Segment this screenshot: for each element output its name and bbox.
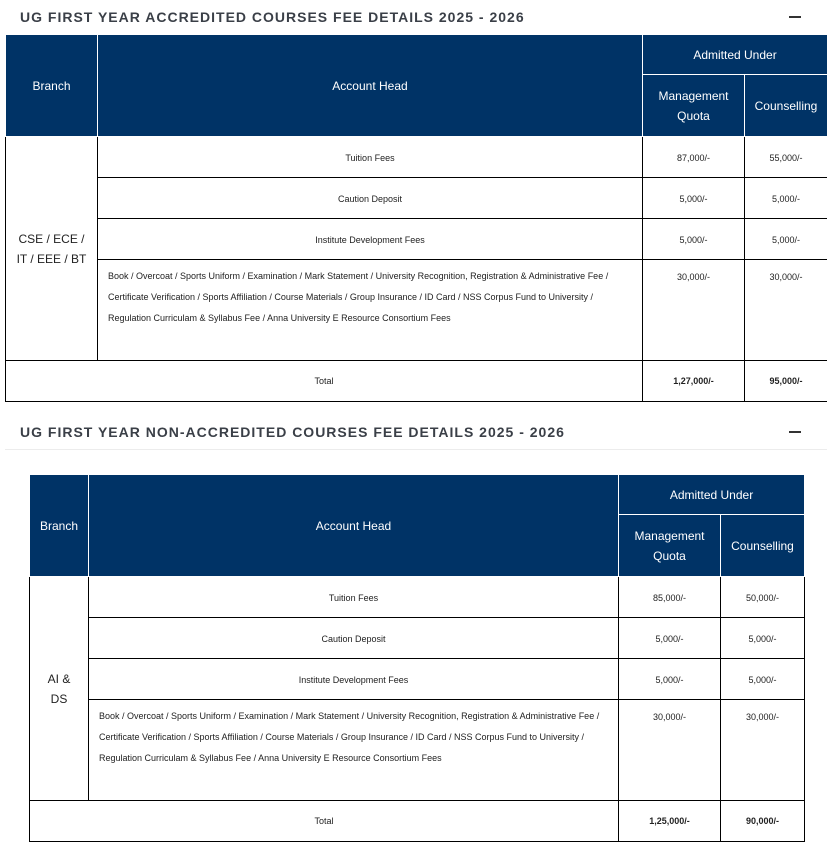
counselling-fee-cell: 5,000/-: [721, 659, 805, 700]
section-title: UG FIRST YEAR ACCREDITED COURSES FEE DETAILS 2025 - 2026: [20, 9, 525, 25]
account-head-cell: Caution Deposit: [98, 178, 643, 219]
account-head-cell: Caution Deposit: [89, 618, 619, 659]
accordion-header[interactable]: [5, 415, 827, 450]
account-head-header: Account Head: [89, 475, 619, 577]
total-label: Total: [6, 361, 643, 402]
counselling-fee-cell: 5,000/-: [745, 219, 827, 260]
collapse-icon[interactable]: [789, 10, 801, 24]
accredited-fee-section: [5, 0, 827, 404]
management-fee-cell: 87,000/-: [643, 137, 745, 178]
branch-cell: AI & DS: [30, 577, 89, 801]
counselling-header: Counselling: [721, 515, 805, 577]
counselling-header: Counselling: [745, 75, 827, 137]
management-quota-header: Management Quota: [619, 515, 721, 577]
fee-table: [5, 34, 827, 402]
admitted-under-header: Admitted Under: [643, 35, 827, 75]
fee-table: [29, 474, 805, 842]
total-counselling: 95,000/-: [745, 361, 827, 402]
non-accredited-fee-section: [5, 415, 827, 850]
total-label: Total: [30, 801, 619, 842]
section-title: UG FIRST YEAR NON-ACCREDITED COURSES FEE DETAILS 2025 - 2026: [20, 424, 565, 440]
branch-cell: CSE / ECE / IT / EEE / BT: [6, 137, 98, 361]
counselling-fee-cell: 5,000/-: [721, 618, 805, 659]
collapse-icon[interactable]: [789, 425, 801, 439]
account-head-cell: Book / Overcoat / Sports Uniform / Examination / Mark Statement / University Recognition, Registration & Administrative Fee / Certificate Verification / Sports Affiliation / Course Materials / Group Insurance / ID Card / NSS Corpus Fund to University / Regulation Curriculam & Syllabus Fee / Anna University E Resource Consortium Fees: [89, 700, 619, 801]
management-quota-header: Management Quota: [643, 75, 745, 137]
account-head-cell: Tuition Fees: [89, 577, 619, 618]
management-fee-cell: 5,000/-: [643, 178, 745, 219]
management-fee-cell: 85,000/-: [619, 577, 721, 618]
account-head-cell: Institute Development Fees: [98, 219, 643, 260]
branch-header: Branch: [6, 35, 98, 137]
management-fee-cell: 5,000/-: [643, 219, 745, 260]
total-management: 1,25,000/-: [619, 801, 721, 842]
total-management: 1,27,000/-: [643, 361, 745, 402]
total-counselling: 90,000/-: [721, 801, 805, 842]
management-fee-cell: 5,000/-: [619, 618, 721, 659]
account-head-cell: Tuition Fees: [98, 137, 643, 178]
accordion-header[interactable]: [5, 0, 827, 35]
account-head-cell: Institute Development Fees: [89, 659, 619, 700]
branch-header: Branch: [30, 475, 89, 577]
admitted-under-header: Admitted Under: [619, 475, 805, 515]
counselling-fee-cell: 50,000/-: [721, 577, 805, 618]
counselling-fee-cell: 5,000/-: [745, 178, 827, 219]
account-head-cell: Book / Overcoat / Sports Uniform / Examination / Mark Statement / University Recognition, Registration & Administrative Fee / Certificate Verification / Sports Affiliation / Course Materials / Group Insurance / ID Card / NSS Corpus Fund to University / Regulation Curriculam & Syllabus Fee / Anna University E Resource Consortium Fees: [98, 260, 643, 361]
account-head-header: Account Head: [98, 35, 643, 137]
management-fee-cell: 30,000/-: [643, 260, 745, 361]
counselling-fee-cell: 55,000/-: [745, 137, 827, 178]
management-fee-cell: 30,000/-: [619, 700, 721, 801]
management-fee-cell: 5,000/-: [619, 659, 721, 700]
counselling-fee-cell: 30,000/-: [745, 260, 827, 361]
counselling-fee-cell: 30,000/-: [721, 700, 805, 801]
